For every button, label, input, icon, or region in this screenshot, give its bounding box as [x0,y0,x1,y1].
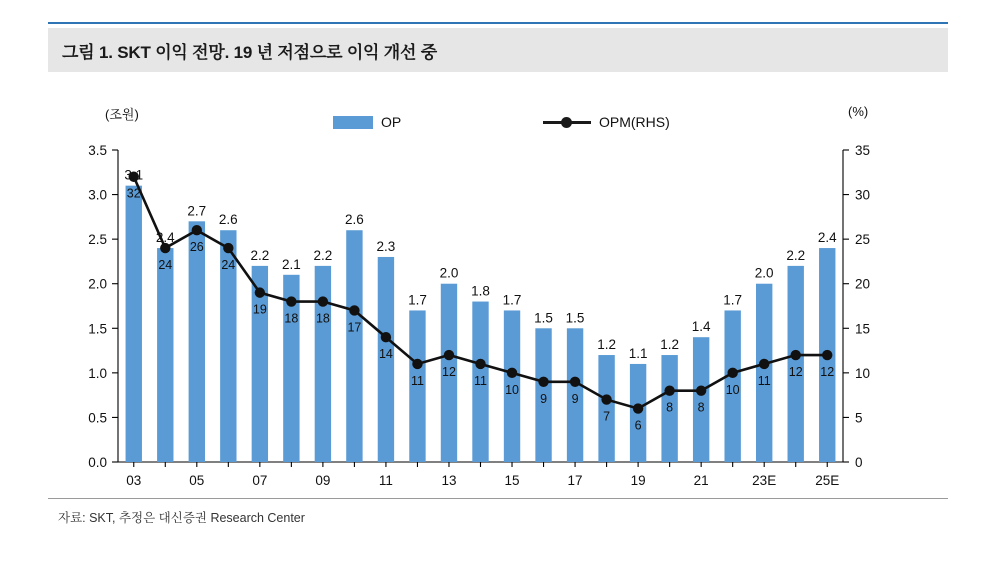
y2-tick-label: 20 [855,276,871,292]
chart-y-tick-labels [88,143,107,470]
bar-value-label: 2.4 [155,230,175,246]
top-rule [48,22,948,24]
line-value-label: 14 [378,347,393,362]
line-value-label: 11 [410,373,424,388]
bar-value-label: 1.7 [408,292,427,308]
bar-value-label: 1.1 [628,345,648,361]
line-value-label: 12 [788,365,803,380]
line-value-label: 11 [757,373,771,388]
y2-tick-label: 35 [855,143,871,158]
y2-tick-label: 30 [855,187,871,203]
line-value-label: 18 [315,311,330,326]
x-tick-label: 09 [315,473,331,488]
bar [598,355,614,462]
line-point [601,394,611,404]
bar [788,266,804,462]
line-value-label: 6 [634,418,642,433]
line-point [444,350,454,360]
line-point [223,243,233,253]
x-tick-label: 21 [693,473,709,488]
line-value-label: 24 [221,258,236,273]
x-tick-label: 23E [752,473,777,488]
legend-label-opm: OPM(RHS) [599,114,670,130]
footer-rule [48,498,948,499]
x-tick-label: 25E [815,473,840,488]
x-tick-label: 13 [441,473,457,488]
line-point [791,350,801,360]
bar [693,337,709,462]
line-value-label: 9 [540,391,548,406]
x-tick-label: 11 [378,473,393,488]
bar-value-label: 2.2 [313,247,333,263]
line-point [822,350,832,360]
line-value-label: 26 [189,240,204,255]
bar [157,248,173,462]
line-value-label: 17 [347,320,362,335]
x-tick-label: 17 [567,473,583,488]
bar-value-label: 1.8 [471,283,490,299]
y-tick-label: 1.5 [88,321,107,337]
chart-x-tick-labels [126,473,839,488]
line-value-label: 12 [442,365,456,380]
line-value-label: 8 [697,400,705,415]
bar-value-label: 2.0 [439,265,459,281]
bar-value-label: 2.6 [345,212,364,228]
y2-tick-label: 25 [855,232,871,248]
bar-value-label: 1.4 [691,319,711,335]
line-point [286,296,296,306]
line-value-label: 18 [284,311,299,326]
bar-value-label: 2.7 [187,203,207,219]
bar-value-label: 1.7 [502,292,522,308]
x-tick-label: 05 [189,473,205,488]
x-tick-label: 19 [630,473,646,488]
line-point [759,359,769,369]
y2-tick-label: 0 [855,455,863,470]
y-tick-label: 3.5 [88,143,107,158]
y2-tick-label: 10 [855,365,871,381]
line-point [696,385,706,395]
bar-value-label: 1.2 [597,337,616,353]
chart-area [48,72,948,490]
legend-label-op: OP [381,114,402,130]
bar [346,230,362,462]
chart-container [48,72,948,490]
bar-value-label: 1.7 [723,292,743,308]
y2-axis-unit-label: (%) [848,104,869,119]
figure-title: 그림 1. SKT 이익 전망. 19 년 저점으로 이익 개선 중 [62,43,437,62]
y-tick-label: 0.0 [88,455,107,470]
line-point [255,287,265,297]
bar-value-label: 2.1 [281,256,301,272]
line-value-label: 19 [252,302,267,317]
line-point [570,377,580,387]
chart-y2-tick-labels [855,143,870,470]
line-point [381,332,391,342]
line-point [475,359,485,369]
line-value-label: 32 [126,186,141,201]
source-note: 자료: SKT, 추정은 대신증권 Research Center [58,511,305,525]
bar-value-label: 3.1 [124,167,144,183]
bar-value-label: 2.2 [250,247,270,263]
x-tick-label: 03 [126,473,142,488]
y-tick-label: 3.0 [88,187,107,203]
line-point [349,305,359,315]
line-value-label: 12 [820,365,835,380]
bar-value-label: 1.5 [534,310,553,326]
line-value-label: 9 [571,391,579,406]
bar-value-label: 2.6 [218,212,238,228]
line-value-label: 11 [474,373,487,388]
line-value-label: 7 [603,409,611,424]
bar [126,186,142,462]
line-point [538,377,548,387]
y-tick-label: 2.0 [88,276,107,292]
bar-value-label: 2.2 [786,247,806,263]
bar [315,266,331,462]
bar-value-label: 1.5 [565,310,585,326]
y-tick-label: 1.0 [88,365,107,381]
y2-tick-label: 15 [855,321,871,337]
bar [189,221,205,462]
bar-value-label: 2.3 [376,238,396,254]
y2-tick-label: 5 [855,410,863,426]
line-point [664,385,674,395]
x-tick-label: 15 [504,473,520,488]
line-value-label: 10 [505,382,519,397]
line-point [192,225,202,235]
bar-value-label: 1.2 [660,337,680,353]
line-point [507,368,517,378]
y-axis-unit-label: (조원) [105,107,139,122]
line-point [633,403,643,413]
line-point [727,368,737,378]
line-point [412,359,422,369]
line-value-label: 8 [666,400,674,415]
line-value-label: 24 [158,258,173,273]
bar [756,284,772,462]
y-tick-label: 2.5 [88,232,107,248]
y-tick-label: 0.5 [88,410,107,426]
chart-svg [48,72,948,490]
bar-value-label: 2.4 [817,230,837,246]
line-point [318,296,328,306]
bar-value-label: 2.0 [754,265,774,281]
x-tick-label: 07 [252,473,268,488]
line-value-label: 10 [725,382,740,397]
